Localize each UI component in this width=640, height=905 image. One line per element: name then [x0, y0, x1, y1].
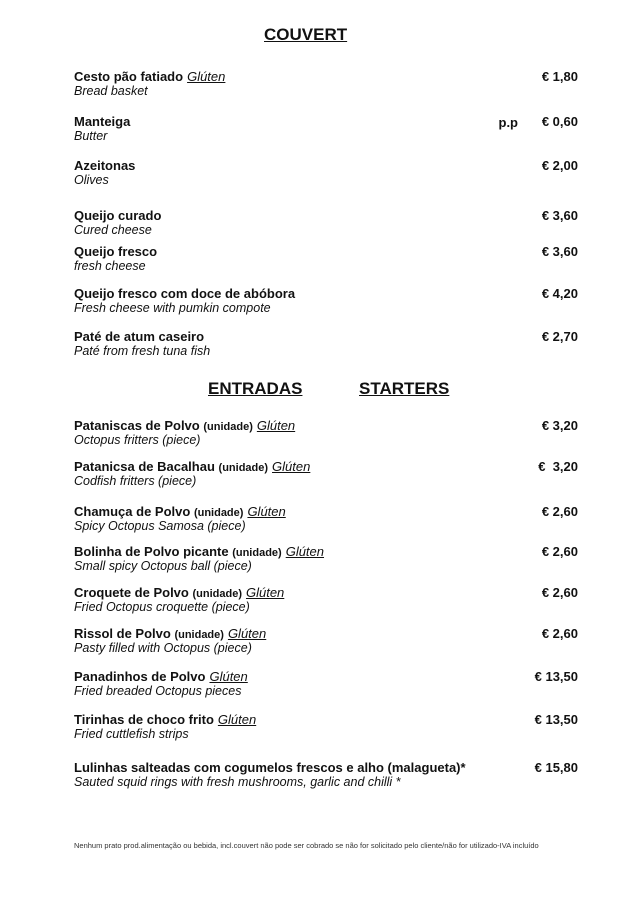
item-name	[74, 158, 135, 173]
gluten-label: Glúten	[285, 544, 325, 559]
item-name-text: Rissol de Polvo	[74, 626, 171, 641]
item-price: € 13,50	[534, 669, 578, 684]
item-english: Fried Octopus croquette (piece)	[74, 600, 250, 614]
item-english: Sauted squid rings with fresh mushrooms, garlic and chilli *	[74, 775, 401, 789]
unit-label: (unidade)	[218, 462, 269, 474]
item-price: € 0,60	[541, 114, 578, 129]
gluten-label: Glúten	[217, 712, 257, 727]
item-name	[74, 626, 266, 641]
item-english: Octopus fritters (piece)	[74, 433, 201, 447]
gluten-label: Glúten	[256, 418, 296, 433]
item-name-text: Pataniscas de Polvo	[74, 418, 200, 433]
item-name-text: Queijo fresco	[74, 244, 158, 259]
item-name	[74, 504, 286, 519]
item-name	[74, 459, 310, 474]
entradas-heading: ENTRADAS	[208, 379, 303, 398]
menu-item	[74, 69, 578, 103]
item-english: Pasty filled with Octopus (piece)	[74, 641, 252, 655]
item-english: Spicy Octopus Samosa (piece)	[74, 519, 246, 533]
item-name	[74, 585, 284, 600]
item-price: € 3,20	[541, 418, 578, 433]
item-price: € 13,50	[534, 712, 578, 727]
menu-item	[74, 114, 578, 148]
item-name-text: Cesto pão fatiado	[74, 69, 184, 84]
unit-label: (unidade)	[174, 629, 224, 641]
item-name	[74, 286, 295, 301]
item-name	[74, 114, 130, 129]
item-price: € 2,70	[541, 329, 578, 344]
menu-item	[74, 459, 578, 493]
starters-heading: STARTERS	[359, 379, 450, 398]
item-name	[74, 760, 466, 775]
item-price: € 15,80	[534, 760, 578, 775]
menu-item	[74, 585, 578, 619]
menu-item	[74, 286, 578, 320]
menu-item	[74, 760, 578, 794]
item-name	[74, 329, 204, 344]
gluten-label: Glúten	[272, 459, 311, 474]
menu-item	[74, 244, 578, 278]
item-name	[74, 544, 324, 559]
item-price: € 2,60	[541, 504, 578, 519]
item-price: € 1,80	[541, 69, 578, 84]
unit-label: (unidade)	[203, 421, 253, 433]
item-name-text: Queijo fresco com doce de abóbora	[74, 286, 296, 301]
menu-item	[74, 329, 578, 363]
gluten-label: Glúten	[187, 69, 226, 84]
item-name	[74, 69, 225, 84]
item-name-text: Lulinhas salteadas com cogumelos frescos e alho (malagueta)*	[74, 760, 466, 775]
unit-label: (unidade)	[193, 507, 244, 519]
item-name-text: Paté de atum caseiro	[74, 329, 205, 344]
item-english: Bread basket	[74, 84, 148, 98]
item-english: Butter	[74, 129, 108, 143]
item-price: € 3,60	[541, 208, 578, 223]
item-name-text: Chamuça de Polvo	[74, 504, 191, 519]
unit-label: (unidade)	[192, 588, 242, 600]
item-price: € 3,60	[541, 244, 578, 259]
item-english: Small spicy Octopus ball (piece)	[74, 559, 252, 573]
item-english: Fried breaded Octopus pieces	[74, 684, 242, 698]
item-name-text: Tirinhas de choco frito	[74, 712, 214, 727]
item-english: fresh cheese	[74, 259, 146, 273]
menu-item	[74, 544, 578, 578]
item-english: Fried cuttlefish strips	[74, 727, 189, 741]
gluten-label: Glúten	[245, 585, 285, 600]
item-name	[74, 208, 161, 223]
item-name-text: Croquete de Polvo	[74, 585, 189, 600]
item-name	[74, 244, 157, 259]
couvert-heading: COUVERT	[264, 25, 348, 44]
menu-item	[74, 208, 578, 242]
item-english: Cured cheese	[74, 223, 152, 237]
menu-item	[74, 626, 578, 660]
item-name-text: Azeitonas	[74, 158, 136, 173]
item-name	[74, 418, 295, 433]
item-price: € 2,60	[541, 544, 578, 559]
item-name-text: Patanicsa de Bacalhau	[74, 459, 215, 474]
gluten-label: Glúten	[209, 669, 248, 684]
item-name-text: Queijo curado	[74, 208, 162, 223]
item-name-text: Bolinha de Polvo picante	[74, 544, 229, 559]
item-price: € 3,20	[538, 459, 578, 474]
item-name-text: Panadinhos de Polvo	[74, 669, 206, 684]
gluten-label: Glúten	[227, 626, 267, 641]
menu-item	[74, 669, 578, 703]
item-english: Paté from fresh tuna fish	[74, 344, 211, 358]
unit-label: (unidade)	[232, 547, 282, 559]
item-price: € 2,60	[541, 626, 578, 641]
item-name	[74, 712, 256, 727]
menu-item	[74, 158, 578, 192]
menu-item	[74, 418, 578, 452]
item-english: Olives	[74, 173, 109, 187]
per-person-label: p.p	[498, 115, 518, 130]
item-english: Fresh cheese with pumkin compote	[74, 301, 271, 315]
item-english: Codfish fritters (piece)	[74, 474, 197, 488]
item-name-text: Manteiga	[74, 114, 131, 129]
footer-note: Nenhum prato prod.alimentação ou bebida, incl.couvert não pode ser cobrado se não for solicitado pelo cliente/não for utilizado-IVA incluído	[74, 841, 539, 850]
item-price: € 2,60	[541, 585, 578, 600]
item-name	[74, 669, 248, 684]
item-price: € 2,00	[541, 158, 578, 173]
item-price: € 4,20	[541, 286, 578, 301]
gluten-label: Glúten	[247, 504, 286, 519]
menu-item	[74, 712, 578, 746]
menu-item	[74, 504, 578, 538]
